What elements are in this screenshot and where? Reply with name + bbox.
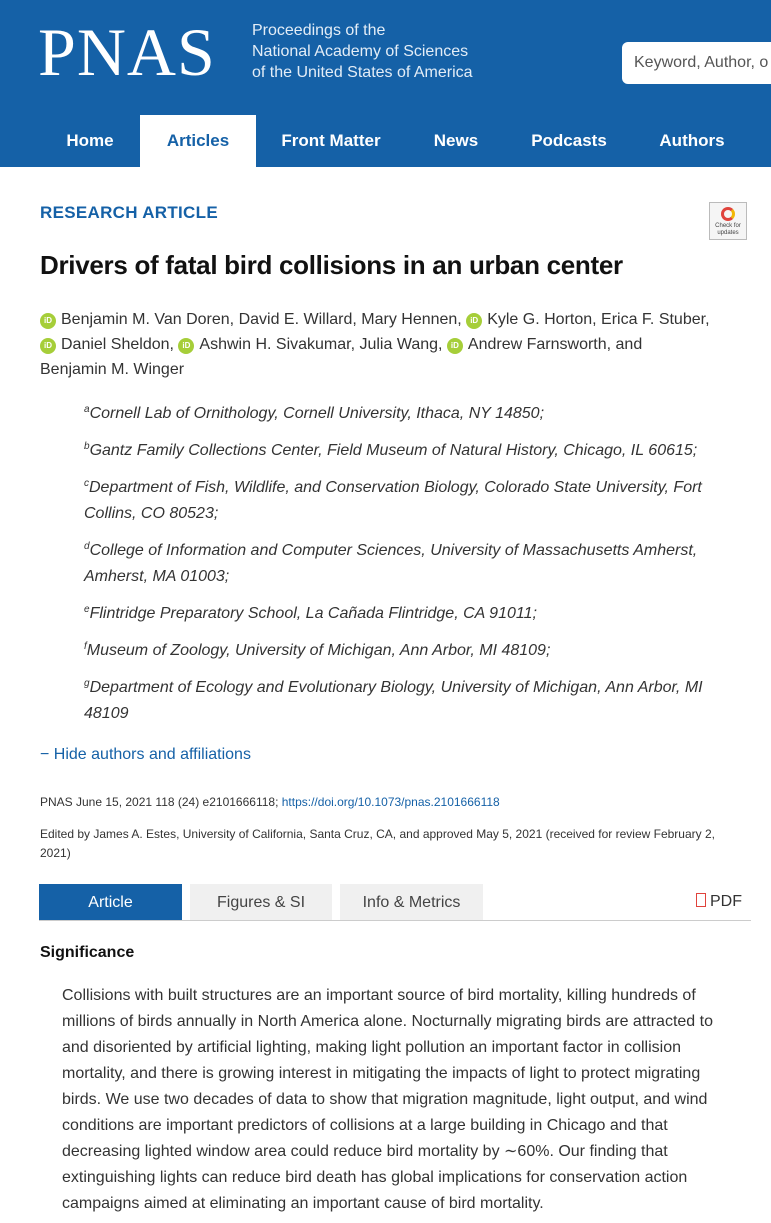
affiliation-text: College of Information and Computer Sciences, University of Massachusetts Amherst, Amherst, MA 01003; — [84, 542, 698, 585]
main-nav — [0, 115, 771, 167]
author-names[interactable]: Kyle G. Horton, Erica F. Stuber, — [487, 311, 710, 328]
citation-text: PNAS June 15, 2021 118 (24) e2101666118; — [40, 795, 282, 809]
author-names[interactable]: Andrew Farnsworth, and — [467, 336, 643, 353]
nav-articles[interactable]: Articles — [140, 115, 256, 167]
affiliation-item — [84, 538, 734, 590]
orcid-icon[interactable]: iD — [178, 338, 194, 354]
citation-line — [40, 795, 500, 809]
nav-podcasts[interactable]: Podcasts — [531, 131, 607, 150]
tabs-divider — [39, 920, 751, 921]
edited-by-note: Edited by James A. Estes, University of California, Santa Cruz, CA, and approved May 5, 2021 (received for review February 2, 2021) — [40, 827, 715, 860]
site-header — [0, 0, 771, 167]
tab-info-metrics[interactable]: Info & Metrics — [340, 884, 483, 921]
article-title: Drivers of fatal bird collisions in an urban center — [40, 250, 623, 280]
check-for-updates-badge[interactable] — [709, 202, 747, 240]
affiliation-item — [84, 675, 734, 727]
affiliation-text: Flintridge Preparatory School, La Cañada Flintridge, CA 91011; — [89, 605, 537, 622]
affiliation-marker: a — [84, 404, 90, 415]
affiliation-list — [84, 401, 734, 738]
tab-article[interactable]: Article — [39, 884, 182, 921]
affiliation-text: Museum of Zoology, University of Michigan, Ann Arbor, MI 48109; — [86, 642, 551, 659]
affiliation-item — [84, 475, 734, 527]
tab-figures-si[interactable]: Figures & SI — [190, 884, 332, 921]
orcid-icon[interactable]: iD — [40, 313, 56, 329]
author-names[interactable]: Benjamin M. Van Doren, David E. Willard, Mary Hennen, — [61, 311, 467, 328]
hide-authors-link[interactable]: − Hide authors and affiliations — [40, 746, 251, 763]
pdf-icon — [696, 893, 706, 907]
affiliation-text: Department of Fish, Wildlife, and Conservation Biology, Colorado State University, Fort Collins, CO 80523; — [84, 479, 702, 522]
affiliation-marker: e — [84, 604, 90, 615]
crossmark-icon — [721, 207, 735, 221]
nav-news[interactable]: News — [433, 131, 479, 150]
orcid-icon[interactable]: iD — [447, 338, 463, 354]
affiliation-item — [84, 638, 734, 664]
orcid-icon[interactable]: iD — [40, 338, 56, 354]
affiliation-marker: c — [84, 478, 89, 489]
nav-front-matter[interactable]: Front Matter — [281, 131, 381, 150]
author-names[interactable]: Daniel Sheldon, — [61, 336, 179, 353]
significance-heading: Significance — [40, 944, 135, 961]
nav-authors[interactable]: Authors — [659, 131, 725, 150]
affiliation-item — [84, 401, 734, 427]
significance-text: Collisions with built structures are an important source of bird mortality, killing hundreds of millions of birds annually in North America alone. Nocturnally migrating birds are attracted to and disoriented by artificial lighting, making light pollution an important factor in collision mortality, and there is growing interest in mitigating the impacts of light to protect migrating birds. We use two decades of data to show that migration magnitude, light output, and wind conditions are important predictors of collisions at a large building in Chicago and that decreasing lighted window area could reduce bird mortality by ∼60%. Our finding that extinguishing lights can reduce bird death has global implications for conservation action campaigns aimed at eliminating an important cause of bird mortality. — [62, 987, 713, 1212]
affiliation-item — [84, 601, 734, 627]
doi-link[interactable]: https://doi.org/10.1073/pnas.2101666118 — [281, 795, 500, 809]
affiliation-marker: d — [84, 541, 90, 552]
author-line — [40, 357, 750, 382]
subtitle-line: Proceedings of the — [252, 22, 386, 39]
article-type-label: RESEARCH ARTICLE — [40, 203, 218, 222]
affiliation-marker: g — [84, 678, 90, 689]
nav-home[interactable]: Home — [66, 131, 114, 150]
subtitle-line: National Academy of Sciences — [252, 43, 469, 60]
affiliation-marker: b — [84, 441, 90, 452]
affiliation-text: Department of Ecology and Evolutionary Biology, University of Michigan, Ann Arbor, MI 48109 — [84, 679, 703, 722]
orcid-icon[interactable]: iD — [466, 313, 482, 329]
pnas-logo[interactable]: PNAS — [38, 14, 216, 90]
affiliation-item — [84, 438, 734, 464]
subtitle-line: of the United States of America — [252, 64, 473, 81]
pdf-label: PDF — [710, 893, 742, 910]
journal-subtitle — [252, 20, 473, 83]
affiliation-text: Cornell Lab of Ornithology, Cornell University, Ithaca, NY 14850; — [89, 405, 545, 422]
author-list — [40, 307, 750, 382]
check-badge-text: Check for updates — [715, 223, 741, 236]
search-input[interactable]: Keyword, Author, o — [622, 42, 771, 84]
author-line — [40, 332, 750, 357]
affiliation-marker: f — [84, 641, 87, 652]
affiliation-text: Gantz Family Collections Center, Field Museum of Natural History, Chicago, IL 60615; — [89, 442, 698, 459]
author-names[interactable]: Ashwin H. Sivakumar, Julia Wang, — [199, 336, 447, 353]
author-line — [40, 307, 750, 332]
pdf-button[interactable] — [696, 893, 742, 911]
author-names[interactable]: Benjamin M. Winger — [40, 361, 185, 378]
